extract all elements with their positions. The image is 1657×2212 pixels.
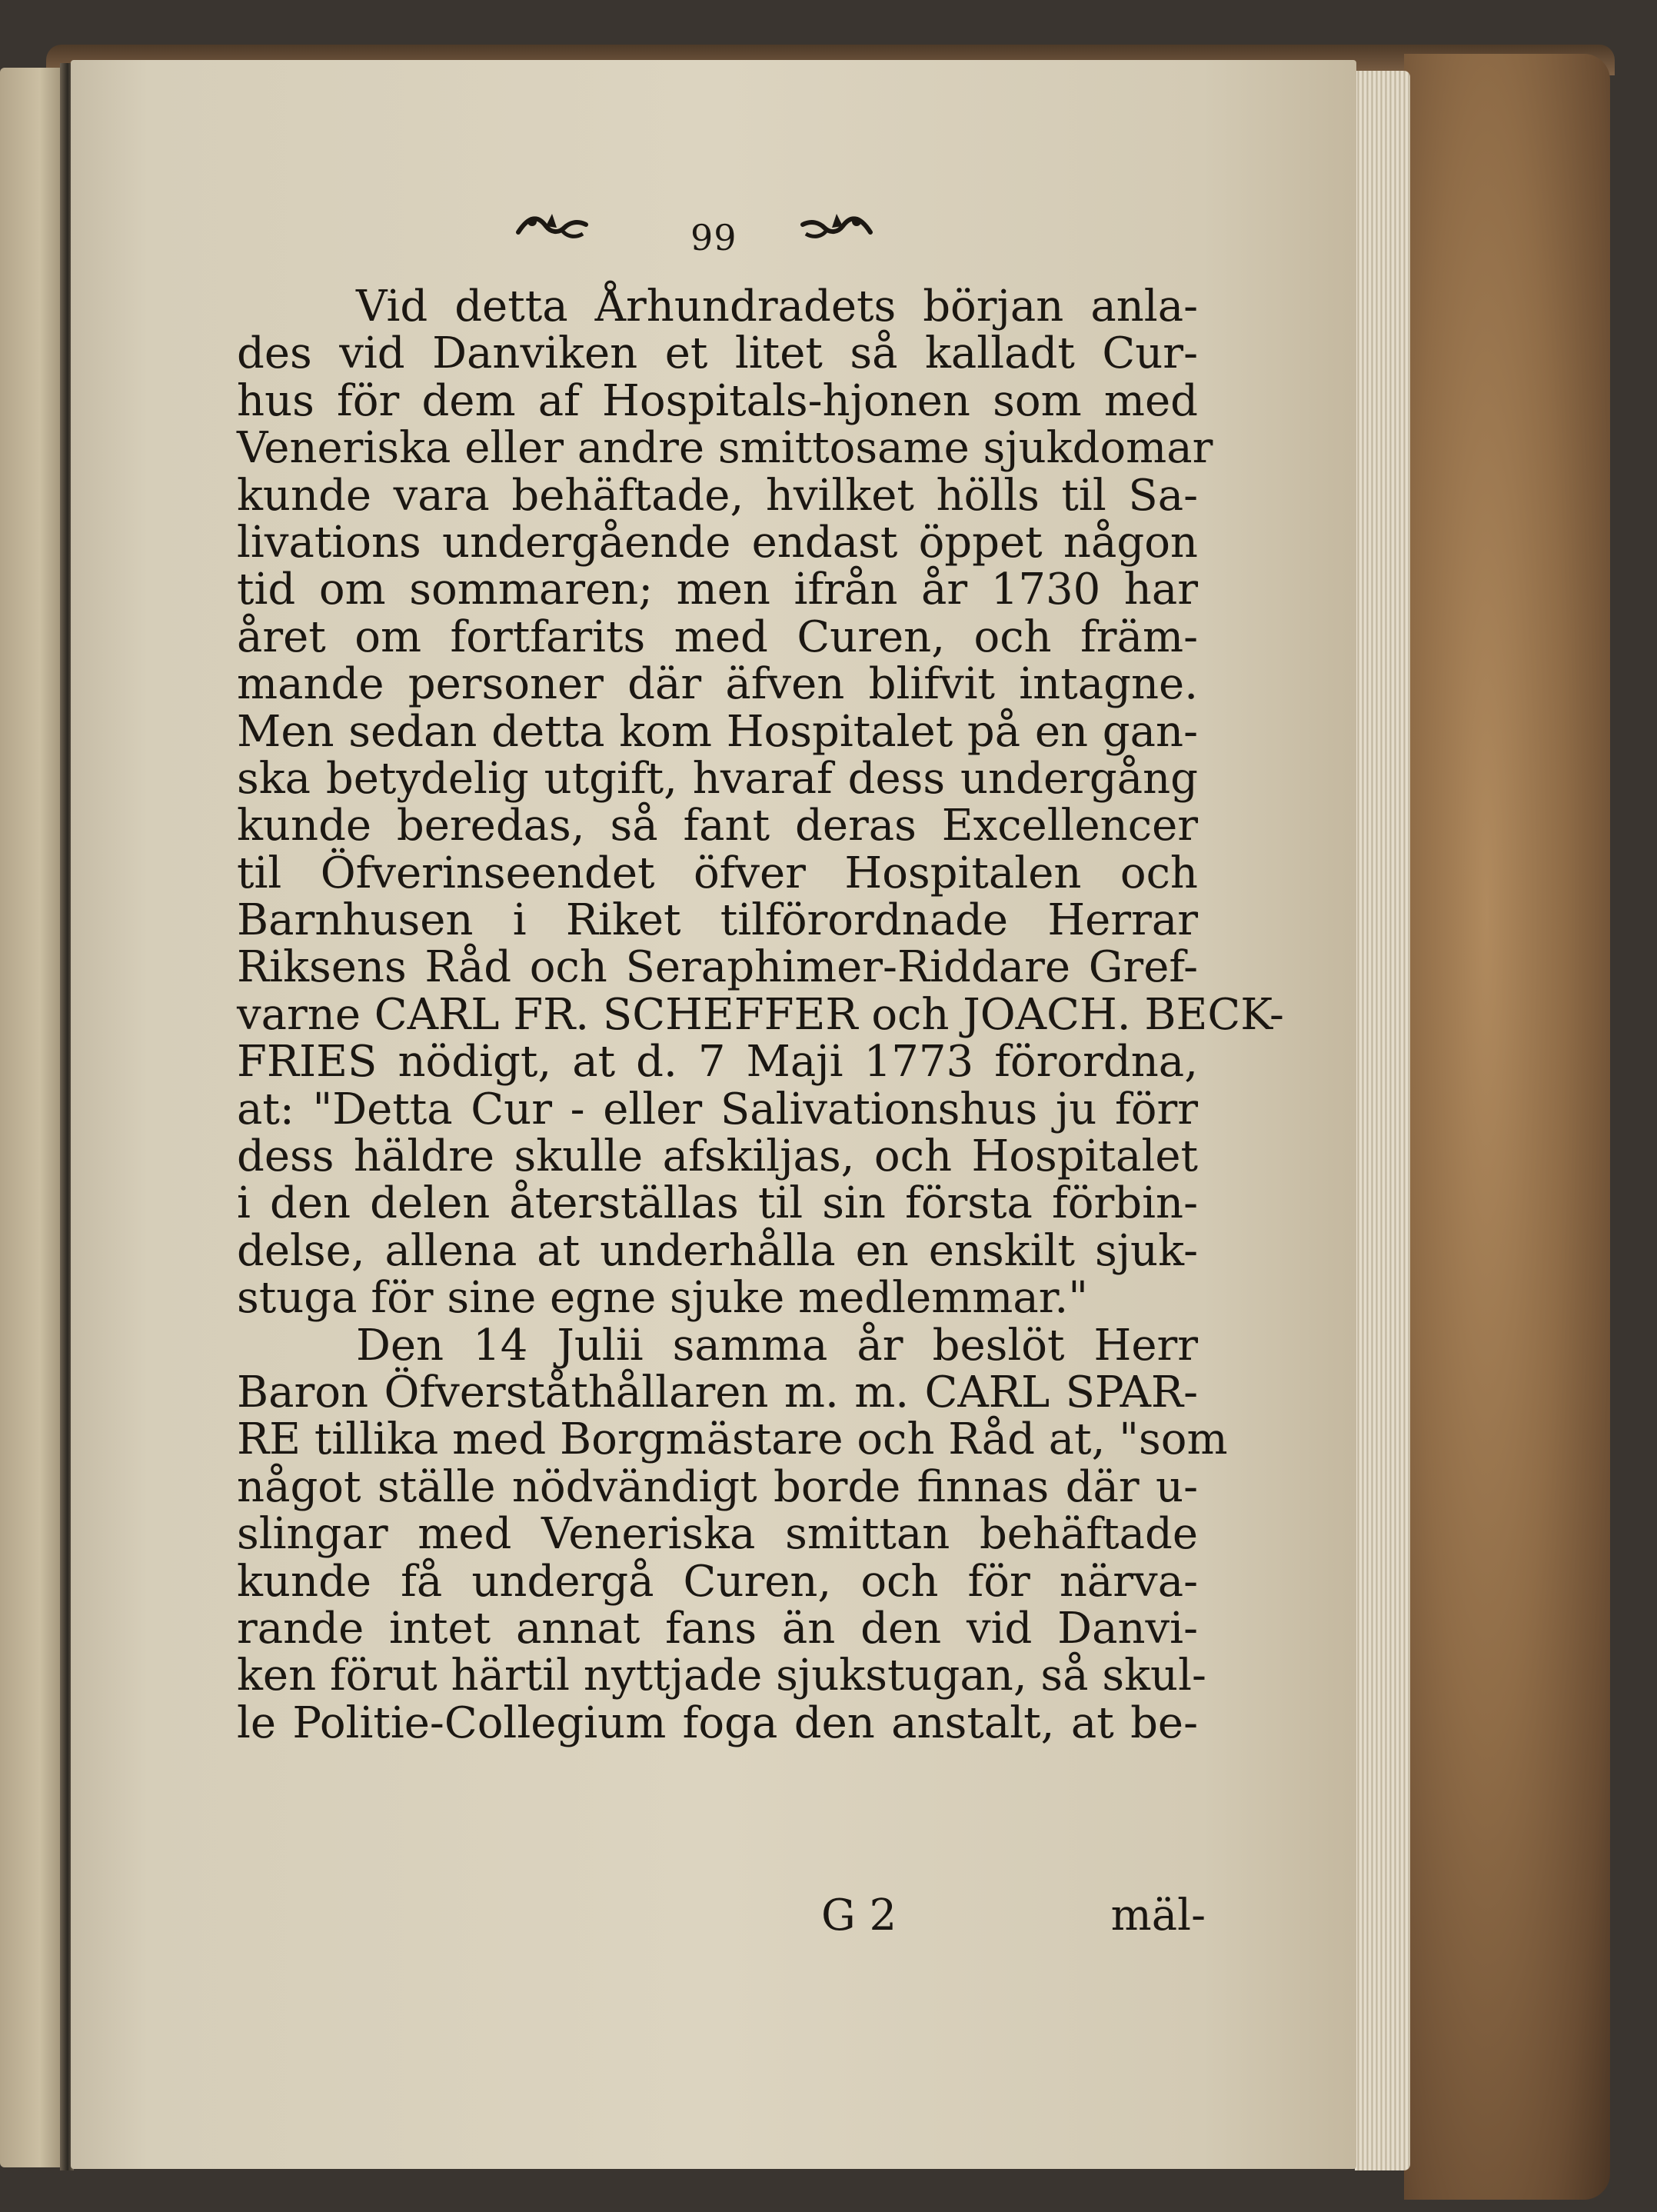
text-line: kunde beredas, så fant deras Excellencer: [237, 801, 1198, 851]
text-line: kunde vara behäftade, hvilket hölls til Sa-: [237, 470, 1198, 521]
page-number: 99: [690, 217, 737, 258]
text-line: delse, allena at underhålla en enskilt sjuk-: [237, 1225, 1198, 1276]
page-header: [415, 202, 938, 271]
text-line: året om fortfarits med Curen, och främ-: [237, 611, 1198, 662]
text-line: mande personer där äfven blifvit intagne.: [237, 659, 1198, 710]
page-footer: [821, 1891, 1206, 1944]
text-line: dess häldre skulle afskiljas, och Hospitalet: [237, 1131, 1198, 1182]
text-line: i den delen återställas til sin första förbin-: [237, 1178, 1198, 1229]
text-line: Barnhusen i Riket tilförordnade Herrar: [237, 895, 1198, 946]
text-line: Vid detta Århundradets början anla-: [356, 281, 1198, 331]
text-line: något ställe nödvändigt borde finnas där u-: [237, 1461, 1198, 1512]
page-block-edges: [1355, 71, 1410, 2170]
body-text: [237, 281, 1284, 1748]
text-line: slingar med Veneriska smittan behäftade: [237, 1509, 1198, 1560]
catchword: mäl-: [1110, 1891, 1206, 1940]
text-line: ken förut härtil nyttjade sjukstugan, så skul-: [237, 1651, 1206, 1701]
text-line: FRIES nödigt, at d. 7 Maji 1773 förordna,: [237, 1037, 1198, 1088]
text-line: tid om sommaren; men ifrån år 1730 har: [237, 565, 1198, 615]
text-line: Men sedan detta kom Hospitalet på en gan-: [237, 706, 1198, 757]
text-line: kunde få undergå Curen, och för närva-: [237, 1556, 1198, 1607]
text-line: des vid Danviken et litet så kalladt Cur-: [237, 328, 1198, 379]
text-line: hus för dem af Hospitals-hjonen som med: [237, 375, 1198, 426]
text-line: rande intet annat fans än den vid Danvi-: [237, 1603, 1198, 1654]
text-line: Veneriska eller andre smittosame sjukdomar: [237, 423, 1213, 474]
left-facing-page: [0, 68, 66, 2167]
text-line: Den 14 Julii samma år beslöt Herr: [356, 1320, 1198, 1371]
text-line: livations undergående endast öppet någon: [237, 517, 1198, 568]
text-line: le Politie-Collegium foga den anstalt, at be-: [237, 1697, 1198, 1748]
text-line: ska betydelig utgift, hvaraf dess undergång: [237, 753, 1198, 804]
text-line: varne CARL FR. SCHEFFER och JOACH. BECK-: [237, 989, 1284, 1040]
text-line: at: "Detta Cur - eller Salivationshus ju förr: [237, 1084, 1198, 1134]
book-cover: [1404, 54, 1610, 2200]
text-line: stuga för sine egne sjuke medlemmar.": [237, 1273, 1088, 1324]
text-line: RE tillika med Borgmästare och Råd at, "som: [237, 1414, 1228, 1465]
fleuron-ornament-icon: [515, 209, 589, 243]
text-line: til Öfverinseendet öfver Hospitalen och: [237, 848, 1198, 898]
text-line: Riksens Råd och Seraphimer-Riddare Gref-: [237, 942, 1198, 993]
signature-mark: G 2: [821, 1891, 897, 1940]
text-line: Baron Öfverståthållaren m. m. CARL SPAR-: [237, 1367, 1198, 1417]
fleuron-ornament-icon: [800, 209, 873, 243]
